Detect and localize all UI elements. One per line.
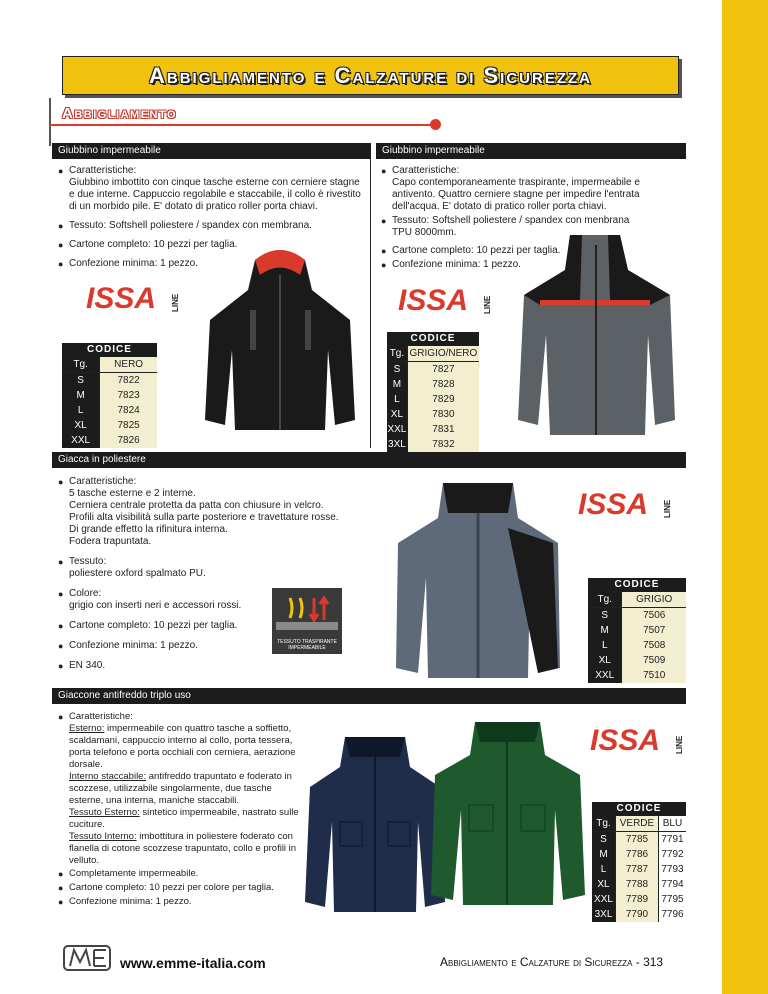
page-number: - 313	[635, 955, 664, 969]
issa-line-logo	[398, 282, 498, 318]
breathable-fabric-badge	[272, 588, 342, 654]
side-color-bar	[722, 0, 768, 994]
svg-text:LINE: LINE	[675, 735, 684, 754]
product-3-title-bar	[52, 452, 686, 468]
svg-text:ISSA: ISSA	[86, 282, 157, 315]
svg-text:LINE: LINE	[663, 499, 672, 518]
code-header: CODICE	[62, 343, 157, 357]
feature-item: ● Caratteristiche: Esterno: impermeabile con quattro tasche a soffietto, scaldamani, cappuccio interno al collo, porta tessera, porta telefono e porta occhiali con cerniera, aerazione dorsale. Interno staccabile: antifreddo trapuntato e foderato in scozzese, utilizzabile singolarmente, due tasche esterne, una interna, maniche staccabili. Tessuto Esterno: sintetico impermeabile, nastrato sulle cuciture. Tessuto Interno: imbottitura in poliestere foderato con flanella di cotone scozzese trapuntato, collo e profili in velluto.	[55, 711, 305, 867]
feature-item: ● Cartone completo: 10 pezzi per taglia.	[378, 245, 683, 257]
product-1-title-bar	[52, 143, 370, 159]
feature-item: ● Confezione minima: 1 pezzo.	[378, 259, 683, 271]
code-header: CODICE	[387, 332, 479, 346]
feature-item: ● Cartone completo: 10 pezzi per taglia.	[55, 239, 365, 251]
svg-text:ISSA: ISSA	[590, 724, 661, 757]
feature-item: ● Completamente impermeabile.	[55, 868, 305, 880]
feature-item: ● Confezione minima: 1 pezzo.	[55, 896, 305, 908]
svg-text:ISSA: ISSA	[398, 284, 469, 317]
code-header: CODICE	[588, 578, 686, 592]
feature-item: ● Confezione minima: 1 pezzo.	[55, 640, 385, 652]
issa-line-logo	[590, 722, 690, 758]
product-1-title: Giubbino impermeabile	[58, 145, 161, 156]
issa-line-logo	[578, 486, 678, 522]
product-3-jacket-image	[388, 468, 568, 683]
feature-item: ● Colore: grigio con inserti neri e accessori rossi.	[55, 588, 385, 612]
product-2-code-table: CODICE Tg. GRIGIO/NERO S 7827 M 7828 L 7829 XL 7830 XXL 7831 3XL 7832	[387, 333, 478, 450]
feature-item: ● Tessuto: Softshell poliestere / spandex con menbrana TPU 8000mm.	[378, 215, 683, 239]
breathable-icon	[272, 588, 342, 634]
emme-logo-icon	[62, 940, 112, 976]
feature-item: ● Tessuto: poliestere oxford spalmato PU.	[55, 556, 385, 580]
product-2-jacket-image	[510, 225, 680, 445]
footer-section-title: Abbigliamento e Calzature di Sicurezza - 313	[440, 955, 664, 969]
product-4-code-table: CODICE Tg. VERDE BLU S 7785 7791 M 7786 7792 L 7787 7793 XL 7788 7794 XXL 7789 7795 3XL 7790 7796	[592, 802, 686, 922]
column-divider	[370, 143, 371, 448]
section-dot	[430, 119, 441, 130]
section-vertical-line	[49, 98, 51, 146]
product-4-features	[55, 711, 305, 915]
feature-item: ● Tessuto: Softshell poliestere / spandex con membrana.	[55, 220, 365, 232]
product-1-code-table: CODICE Tg. NERO S 7822 M 7823 L 7824 XL 7825 XXL 7826	[62, 343, 157, 448]
page-title: Abbigliamento e Calzature di Sicurezza	[149, 63, 592, 88]
product-2-title: Giubbino impermeabile	[382, 145, 485, 156]
product-4-title-bar	[52, 688, 686, 704]
product-2-title-bar	[376, 143, 686, 159]
section-underline	[49, 124, 434, 126]
product-3-code-table: CODICE Tg. GRIGIO S 7506 M 7507 L 7508 XL 7509 XXL 7510	[588, 578, 686, 683]
svg-text:LINE: LINE	[171, 293, 180, 312]
feature-item: ● Cartone completo: 10 pezzi per colore per taglia.	[55, 882, 305, 894]
svg-text:ISSA: ISSA	[578, 488, 649, 521]
page-header	[62, 56, 679, 95]
product-4-title: Giaccone antifreddo triplo uso	[58, 690, 191, 701]
feature-item: ● Cartone completo: 10 pezzi per taglia.	[55, 620, 385, 632]
code-header: CODICE	[592, 802, 686, 816]
badge-text: TESSUTO TRASPIRANTE IMPERMEABILE	[277, 639, 337, 651]
feature-item: ● Caratteristiche: Capo contemporaneamente traspirante, impermeabile e antivento. Quattro cerniere stagne per impedire l'entrata dell'acqua. E' dotato di pratico roller porta chiavi.	[378, 165, 683, 213]
section-title: Abbigliamento	[62, 105, 178, 122]
product-3-title: Giacca in poliestere	[58, 454, 146, 465]
feature-item: ● Caratteristiche: Giubbino imbottito con cinque tasche esterne con cerniere stagne e due interne. Cappuccio regolabile e staccabile, il collo è rivestito di un morbido pile. E' dotato di pratico roller porta chiavi.	[55, 165, 365, 213]
footer-website-link[interactable]: www.emme-italia.com	[120, 955, 266, 971]
product-1-jacket-image	[200, 240, 360, 440]
feature-item: ● Caratteristiche: 5 tasche esterne e 2 interne. Cerniera centrale protetta da patta con chiusure in velcro. Profili alta visibilità sulla parte posteriore e travettature rosse. Di grande effetto la rifinitura interna. Fodera trapuntata.	[55, 476, 385, 548]
svg-text:LINE: LINE	[483, 295, 492, 314]
feature-item: ● Confezione minima: 1 pezzo.	[55, 258, 365, 270]
product-4-green-jacket-image	[425, 710, 590, 910]
issa-line-logo	[86, 280, 186, 316]
feature-item: ● EN 340.	[55, 660, 385, 672]
